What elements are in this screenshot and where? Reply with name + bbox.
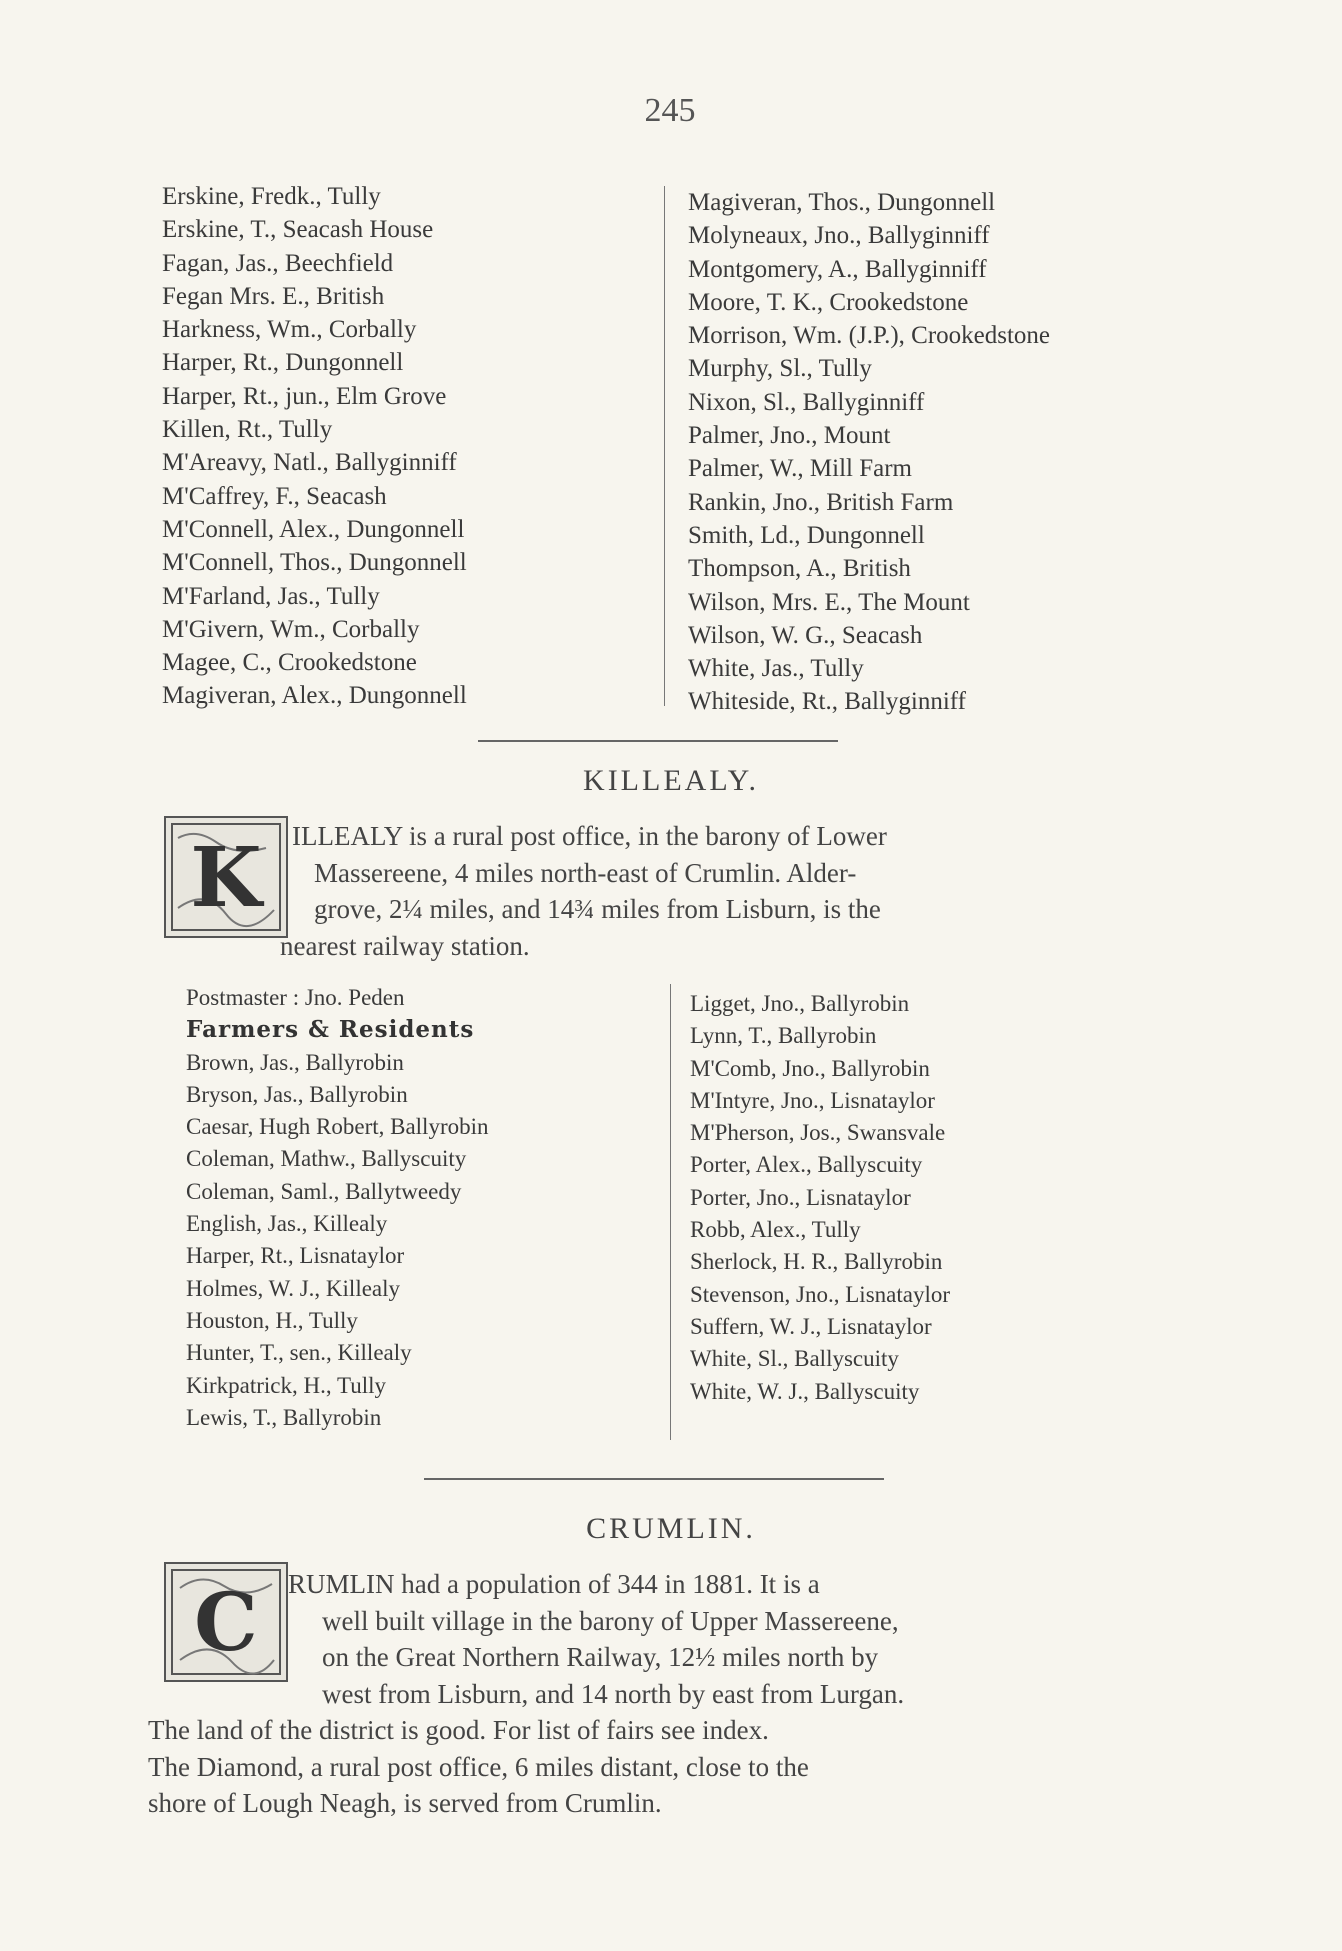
dropcap-k-icon [164, 816, 288, 938]
list-item: Harkness, Wm., Corbally [162, 316, 417, 344]
column-divider [664, 186, 665, 706]
list-item: Magee, C., Crookedstone [162, 649, 417, 677]
list-item: Palmer, Jno., Mount [688, 422, 891, 450]
list-item: Holmes, W. J., Killealy [186, 1275, 401, 1301]
killealy-list-left [186, 982, 489, 1434]
list-item: Sherlock, H. R., Ballyrobin [690, 1249, 943, 1275]
list-item: Lewis, T., Ballyrobin [186, 1404, 382, 1430]
section-title-killealy: KILLEALY. [583, 764, 759, 797]
postmaster-line: Postmaster : Jno. Peden [186, 985, 405, 1010]
list-item: Wilson, W. G., Seacash [688, 621, 923, 649]
paragraph-line: on the Great Northern Railway, 12½ miles north by [322, 1642, 879, 1672]
list-item: Lynn, T., Ballyrobin [690, 1023, 877, 1049]
list-item: M'Farland, Jas., Tully [162, 582, 380, 610]
subheading-farmers-residents: Farmers & Residents [186, 1016, 475, 1044]
list-item: M'Connell, Alex., Dungonnell [162, 515, 465, 543]
paragraph-line: The land of the district is good. For list of fairs see index. [148, 1715, 769, 1745]
list-item: M'Givern, Wm., Corbally [162, 615, 420, 643]
svg-text:C: C [194, 1575, 258, 1669]
list-item: White, W. J., Ballyscuity [690, 1378, 920, 1404]
list-item: M'Areavy, Natl., Ballyginniff [162, 449, 457, 477]
section-rule [478, 740, 838, 742]
paragraph-line: ILLEALY is a rural post office, in the barony of Lower [292, 821, 887, 851]
list-item: Hunter, T., sen., Killealy [186, 1340, 412, 1366]
killealy-list-right [690, 988, 950, 1408]
page-number: 245 [644, 92, 696, 129]
list-item: M'Comb, Jno., Ballyrobin [690, 1055, 930, 1081]
svg-text:K: K [190, 830, 262, 926]
section-rule [424, 1478, 884, 1480]
paragraph-line: nearest railway station. [280, 930, 530, 961]
list-item: Robb, Alex., Tully [690, 1217, 861, 1243]
list-item: Coleman, Saml., Ballytweedy [186, 1178, 462, 1204]
list-item: Whiteside, Rt., Ballyginniff [688, 688, 966, 716]
list-item: Wilson, Mrs. E., The Mount [688, 588, 970, 616]
list-item: Thompson, A., British [688, 555, 911, 583]
list-item: Magiveran, Thos., Dungonnell [688, 189, 996, 216]
list-item: Palmer, W., Mill Farm [688, 455, 912, 483]
list-item: M'Intyre, Jno., Lisnataylor [690, 1087, 935, 1113]
paragraph-line: grove, 2¼ miles, and 14¾ miles from Lisburn, is the [314, 894, 881, 924]
list-item: M'Connell, Thos., Dungonnell [162, 549, 467, 577]
list-item: Nixon, Sl., Ballyginniff [688, 388, 925, 416]
list-item: Kirkpatrick, H., Tully [186, 1372, 386, 1398]
list-item: M'Caffrey, F., Seacash [162, 482, 387, 510]
list-item: Harper, Rt., jun., Elm Grove [162, 382, 447, 410]
list-item: Killen, Rt., Tully [162, 416, 333, 444]
paragraph-line: The Diamond, a rural post office, 6 miles distant, close to the [148, 1751, 809, 1782]
section-title-crumlin: CRUMLIN. [586, 1512, 756, 1545]
list-item: Porter, Alex., Ballyscuity [690, 1152, 923, 1178]
list-item: Porter, Jno., Lisnataylor [690, 1184, 911, 1210]
top-list-right [688, 186, 1050, 719]
list-item: Brown, Jas., Ballyrobin [186, 1049, 404, 1075]
list-item: Murphy, Sl., Tully [688, 355, 872, 383]
paragraph-line: well built village in the barony of Upper Massereene, [322, 1605, 899, 1636]
list-item: White, Jas., Tully [688, 655, 864, 683]
crumlin-paragraph-top [288, 1566, 904, 1712]
crumlin-paragraph-bottom [148, 1712, 809, 1822]
list-item: Bryson, Jas., Ballyrobin [186, 1081, 408, 1107]
list-item: White, Sl., Ballyscuity [690, 1346, 899, 1372]
list-item: Coleman, Mathw., Ballyscuity [186, 1146, 467, 1172]
list-item: Smith, Ld., Dungonnell [688, 521, 925, 549]
top-list-left [162, 180, 467, 713]
list-item: Stevenson, Jno., Lisnataylor [690, 1281, 950, 1307]
list-item: Houston, H., Tully [186, 1307, 358, 1333]
list-item: English, Jas., Killealy [186, 1211, 388, 1237]
list-item: Fegan Mrs. E., British [162, 282, 385, 310]
paragraph-line: RUMLIN had a population of 344 in 1881. It is a [288, 1569, 820, 1599]
list-item: Suffern, W. J., Lisnataylor [690, 1313, 932, 1339]
list-item: M'Pherson, Jos., Swansvale [690, 1120, 946, 1146]
killealy-paragraph [280, 818, 887, 964]
list-item: Molyneaux, Jno., Ballyginniff [688, 222, 990, 250]
list-item: Ligget, Jno., Ballyrobin [690, 991, 910, 1016]
paragraph-line: west from Lisburn, and 14 north by east from Lurgan. [322, 1678, 905, 1709]
list-item: Montgomery, A., Ballyginniff [688, 255, 987, 283]
list-item: Moore, T. K., Crookedstone [688, 288, 969, 316]
paragraph-line: shore of Lough Neagh, is served from Crumlin. [148, 1788, 662, 1818]
list-item: Harper, Rt., Dungonnell [162, 349, 404, 377]
list-item: Rankin, Jno., British Farm [688, 488, 954, 516]
paragraph-line: Massereene, 4 miles north-east of Crumlin. Alder- [314, 857, 857, 888]
list-item: Harper, Rt., Lisnataylor [186, 1243, 405, 1269]
column-divider [670, 984, 671, 1440]
list-item: Morrison, Wm. (J.P.), Crookedstone [688, 322, 1051, 350]
list-item: Caesar, Hugh Robert, Ballyrobin [186, 1114, 489, 1140]
list-item: Magiveran, Alex., Dungonnell [162, 682, 467, 710]
list-item: Erskine, T., Seacash House [162, 216, 434, 244]
list-item: Erskine, Fredk., Tully [162, 183, 381, 210]
dropcap-c-icon [164, 1562, 288, 1682]
list-item: Fagan, Jas., Beechfield [162, 249, 394, 277]
